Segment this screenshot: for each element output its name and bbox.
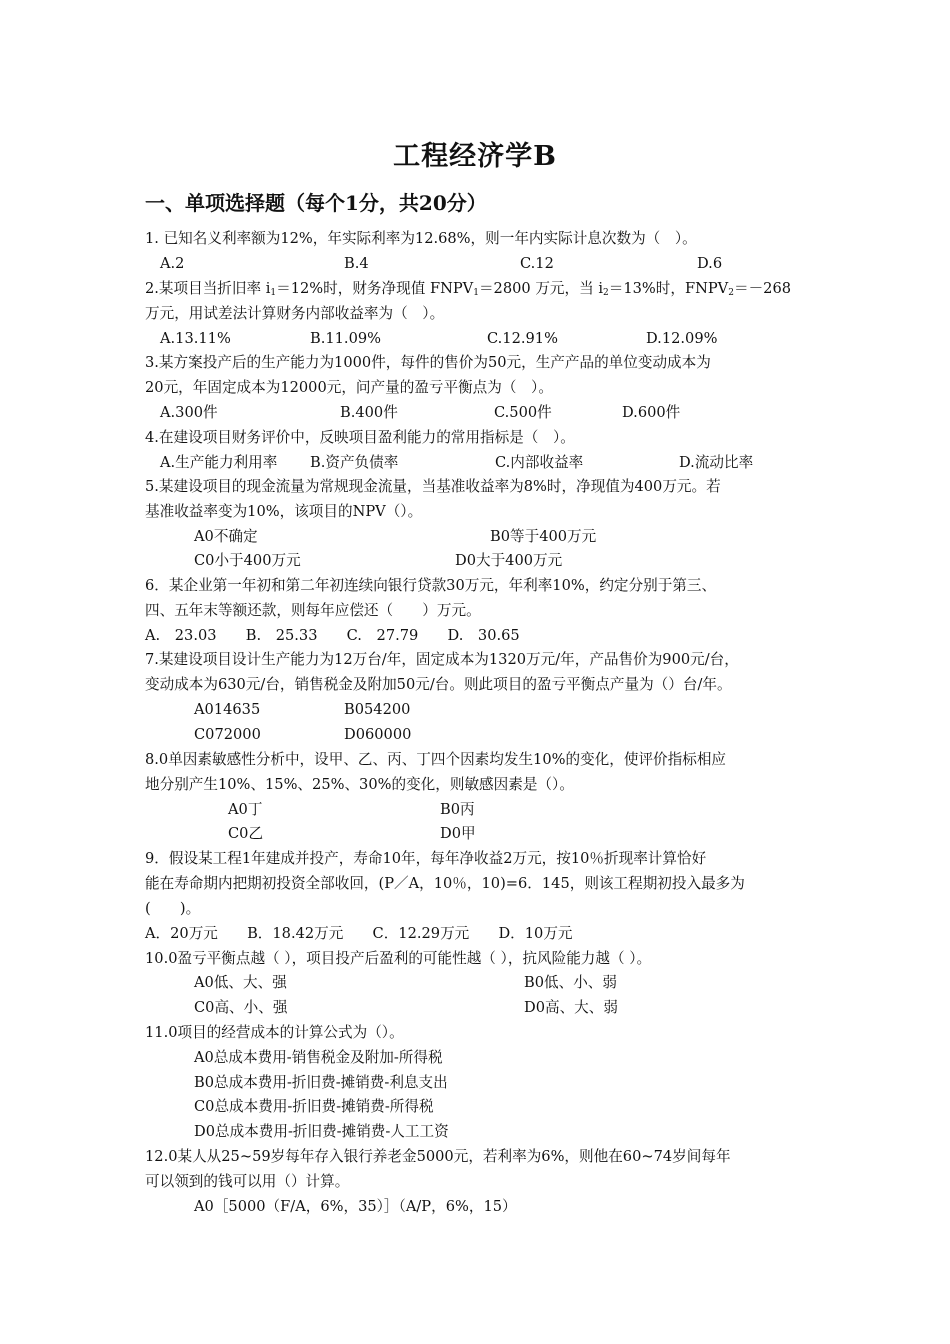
q10-option-a: A0低、大、强 <box>194 974 287 991</box>
q12-stem-line1: 12.0某人从25~59岁每年存入银行养老金5000元，若利率为6%，则他在60~74岁间每年 <box>145 1148 731 1165</box>
q8-option-a: A0丁 <box>228 801 263 818</box>
q4-option-b: B.资产负债率 <box>310 454 399 471</box>
q3-option-c: C.500件 <box>494 404 552 421</box>
q7-options-row2 <box>0 722 950 747</box>
q7-options-row1 <box>0 697 950 722</box>
q10-stem: 10.0盈亏平衡点越（ ），项目投产后盈利的可能性越（ ），抗风险能力越（ ）。 <box>145 950 652 967</box>
q2-text-d: ＝13%时，FNPV <box>608 280 729 297</box>
q7-option-b: B054200 <box>344 701 411 718</box>
q8-stem-line1: 8.0单因素敏感性分析中，设甲、乙、丙、丁四个因素均发生10%的变化，使评价指标相应 <box>145 751 727 768</box>
q2-text-e: ＝－268 <box>733 280 792 297</box>
q1-option-b: B.4 <box>344 255 369 272</box>
q1-option-c: C.12 <box>520 255 554 272</box>
q8-option-b: B0丙 <box>440 801 475 818</box>
q5-option-b: B0等于400万元 <box>490 528 597 545</box>
q2-stem-line2: 万元，用试差法计算财务内部收益率为（ ）。 <box>145 305 445 322</box>
q11-option-c: C0总成本费用-折旧费-摊销费-所得税 <box>194 1098 434 1115</box>
q2-text-c: ＝2800 万元，当 i <box>478 280 604 297</box>
q7-stem-line1: 7.某建设项目设计生产能力为12万台/年，固定成本为1320万元/年，产品售价为900元/台， <box>145 651 739 668</box>
q1-stem: 1. 已知名义利率额为12%，年实际利率为12.68%，则一年内实际计息次数为（ ）。 <box>145 230 697 247</box>
q7-option-c: C072000 <box>194 726 261 743</box>
q11-option-d: D0总成本费用-折旧费-摊销费-人工工资 <box>194 1123 449 1140</box>
q2-text-b: ＝12%时，财务净现值 FNPV <box>276 280 474 297</box>
q9-stem-line1: 9．假设某工程1年建成并投产，寿命10年，每年净收益2万元，按10％折现率计算恰好 <box>145 850 707 867</box>
q9-stem-line3: ( )。 <box>145 900 201 917</box>
q2-option-c: C.12.91% <box>487 330 558 347</box>
q5-stem-line2: 基准收益率变为10%，该项目的NPV（）。 <box>145 503 423 520</box>
q12-stem-line2: 可以领到的钱可以用（）计算。 <box>145 1173 350 1190</box>
q2-sub-3: 2 <box>603 288 609 298</box>
q4-option-d: D.流动比率 <box>679 454 754 471</box>
section-heading: 一、单项选择题（每个1分，共20分） <box>145 191 487 215</box>
q2-stem-line1 <box>145 276 791 301</box>
q5-option-d: D0大于400万元 <box>455 552 563 569</box>
q6-options: A. 23.03 B. 25.33 C. 27.79 D. 30.65 <box>145 627 520 644</box>
q11-option-a: A0总成本费用-销售税金及附加-所得税 <box>194 1049 443 1066</box>
q7-stem-line2: 变动成本为630元/台，销售税金及附加50元/台。则此项目的盈亏平衡点产量为（）台/年。 <box>145 676 732 693</box>
document-title: 工程经济学B <box>393 141 557 172</box>
q1-options <box>0 251 950 276</box>
q3-option-a: A.300件 <box>160 404 218 421</box>
q8-options-row2 <box>0 821 950 846</box>
q7-option-a: A014635 <box>194 701 261 718</box>
q4-option-c: C.内部收益率 <box>495 454 584 471</box>
q3-options <box>0 400 950 425</box>
q7-option-d: D060000 <box>344 726 412 743</box>
q10-options-row2 <box>0 995 950 1020</box>
q3-stem-line2: 20元，年固定成本为12000元，问产量的盈亏平衡点为（ ）。 <box>145 379 553 396</box>
q9-stem-line2: 能在寿命期内把期初投资全部收回，(P／A，10％，10)=6．145，则该工程期初投入最多为 <box>145 875 745 892</box>
q4-options <box>0 450 950 475</box>
q5-option-c: C0小于400万元 <box>194 552 301 569</box>
q10-option-d: D0高、大、弱 <box>524 999 618 1016</box>
q3-option-b: B.400件 <box>340 404 398 421</box>
q10-options-row1 <box>0 970 950 995</box>
q5-stem-line1: 5.某建设项目的现金流量为常规现金流量，当基准收益率为8%时，净现值为400万元。若 <box>145 478 721 495</box>
q2-sub-2: 1 <box>473 288 479 298</box>
q2-option-b: B.11.09% <box>310 330 382 347</box>
q4-stem: 4.在建设项目财务评价中，反映项目盈利能力的常用指标是（ ）。 <box>145 429 575 446</box>
q1-option-a: A.2 <box>160 255 185 272</box>
q2-text-a: 2.某项目当折旧率 i <box>145 280 271 297</box>
q6-stem-line2: 四、五年末等额还款，则每年应偿还（ ）万元。 <box>145 602 481 619</box>
q9-options: A．20万元 B．18.42万元 C．12.29万元 D．10万元 <box>145 925 573 942</box>
q8-stem-line2: 地分别产生10%、15%、25%、30%的变化，则敏感因素是（）。 <box>145 776 574 793</box>
q4-option-a: A.生产能力利用率 <box>160 454 278 471</box>
q11-option-b: B0总成本费用-折旧费-摊销费-利息支出 <box>194 1074 448 1091</box>
q6-stem-line1: 6．某企业第一年初和第二年初连续向银行贷款30万元，年利率10%，约定分别于第三、 <box>145 577 717 594</box>
q8-option-d: D0甲 <box>440 825 476 842</box>
q5-option-a: A0不确定 <box>194 528 258 545</box>
q11-stem: 11.0项目的经营成本的计算公式为（）。 <box>145 1024 404 1041</box>
q2-option-a: A.13.11% <box>160 330 231 347</box>
q5-options-row1 <box>0 524 950 549</box>
q2-option-d: D.12.09% <box>646 330 718 347</box>
q8-options-row1 <box>0 797 950 822</box>
q5-options-row2 <box>0 548 950 573</box>
q3-stem-line1: 3.某方案投产后的生产能力为1000件，每件的售价为50元，生产产品的单位变动成本为 <box>145 354 711 371</box>
q3-option-d: D.600件 <box>622 404 681 421</box>
q12-option-a: A0［5000（F/A，6%，35）］（A/P，6%，15） <box>194 1198 517 1215</box>
q2-options <box>0 326 950 351</box>
q10-option-c: C0高、小、强 <box>194 999 288 1016</box>
q8-option-c: C0乙 <box>228 825 264 842</box>
q2-sub-1: 1 <box>270 288 277 298</box>
q1-option-d: D.6 <box>697 255 723 272</box>
q10-option-b: B0低、小、弱 <box>524 974 617 991</box>
q2-sub-4: 2 <box>728 288 734 298</box>
